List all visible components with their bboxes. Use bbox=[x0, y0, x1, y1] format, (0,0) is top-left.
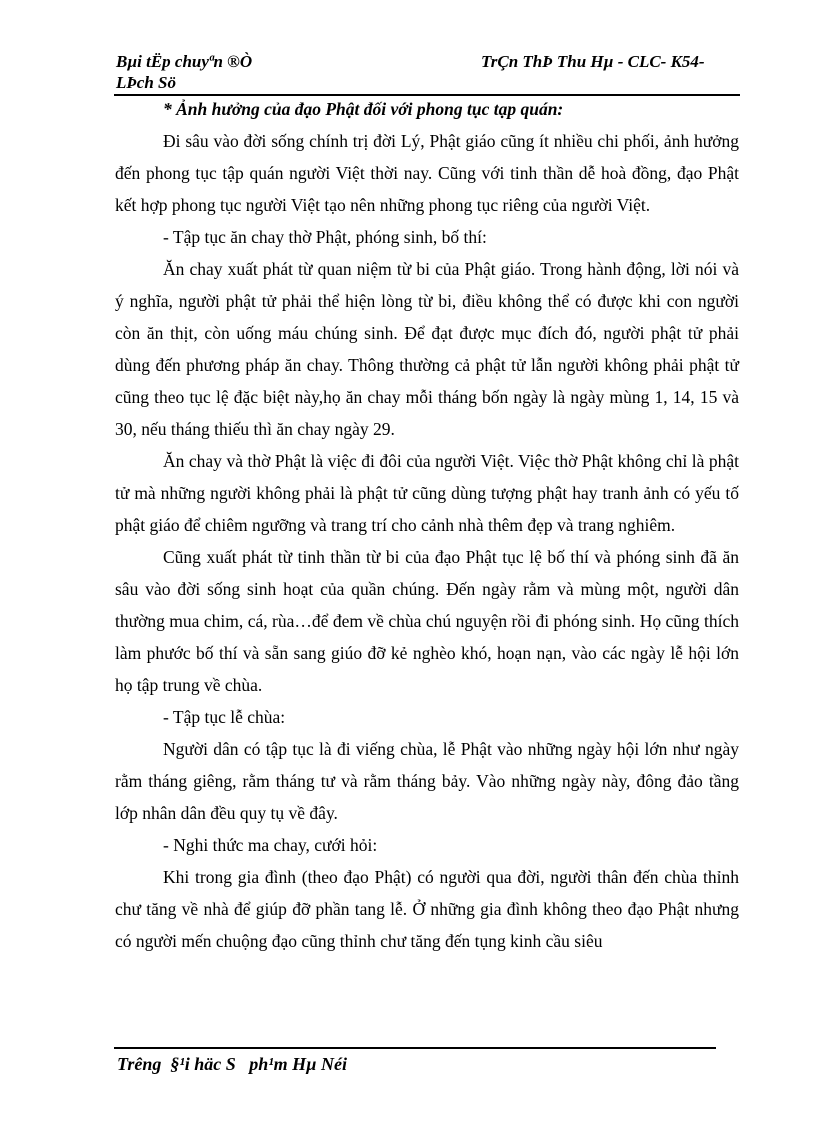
section-title: * Ảnh hưởng của đạo Phật đối với phong tục tạp quán: bbox=[163, 99, 564, 119]
document-body bbox=[115, 93, 739, 957]
paragraph-vegetarian: Ăn chay xuất phát từ quan niệm từ bi của Phật giáo. Trong hành động, lời nói và ý nghĩa, người phật tử phải thể hiện lòng từ bi, điều không thể có được khi con người còn ăn thịt, còn uống máu chúng sinh. Để đạt được mục đích đó, người phật tử phải dùng đến phương pháp ăn chay. Thông thường cả phật tử lẫn người không phải phật tử cũng theo tục lệ đặc biệt này,họ ăn chay mỗi tháng bốn ngày là ngày mùng 1, 14, 15 và 30, nếu tháng thiếu thì ăn chay ngày 29. bbox=[115, 259, 739, 439]
header-left-line1: Bµi tËp chuyªn ®Ò bbox=[116, 52, 253, 71]
header-left bbox=[116, 51, 396, 93]
subheading-ceremony: - Nghi thức ma chay, cưới hỏi: bbox=[163, 835, 378, 855]
footer-text: Trêng §¹i häc S ph¹m Hµ Néi bbox=[117, 1054, 348, 1074]
paragraph-ceremony: Khi trong gia đình (theo đạo Phật) có người qua đời, người thân đến chùa thỉnh chư tăng về nhà để giúp đỡ phần tang lễ. Ở những gia đình không theo đạo Phật nhưng có người mến chuộng đạo cũng thỉnh chư tăng đến tụng kinh cầu siêu bbox=[115, 867, 739, 951]
subheading-vegetarian: - Tập tục ăn chay thờ Phật, phóng sinh, bố thí: bbox=[163, 227, 487, 247]
header-right: TrÇn ThÞ Thu Hµ - CLC- K54- bbox=[481, 52, 705, 71]
header-left-line2: LÞch Sö bbox=[116, 73, 176, 92]
paragraph-intro: Đi sâu vào đời sống chính trị đời Lý, Phật giáo cũng ít nhiều chi phối, ảnh hưởng đến phong tục tập quán người Việt thời nay. Cũng với tinh thần dễ hoà đồng, đạo Phật kết hợp phong tục người Việt tạo nên những phong tục riêng của người Việt. bbox=[115, 131, 739, 215]
paragraph-release: Cũng xuất phát từ tinh thần từ bi của đạo Phật tục lệ bố thí và phóng sinh đã ăn sâu vào đời sống sinh hoạt của quần chúng. Đến ngày rằm và mùng một, người dân thường mua chim, cá, rùa…để đem về chùa chú nguyện rồi đi phóng sinh. Họ cũng thích làm phước bố thí và sẵn sang giúo đỡ kẻ nghèo khó, hoạn nạn, vào các ngày lễ hội lớn họ tập trung về chùa. bbox=[115, 547, 739, 695]
footer-divider bbox=[114, 1047, 716, 1049]
paragraph-pagoda: Người dân có tập tục là đi viếng chùa, lễ Phật vào những ngày hội lớn như ngày rằm tháng giêng, rằm tháng tư và rằm tháng bảy. Vào những ngày này, đông đảo tầng lớp nhân dân đều quy tụ về đây. bbox=[115, 739, 739, 823]
subheading-pagoda: - Tập tục lễ chùa: bbox=[163, 707, 286, 727]
paragraph-worship: Ăn chay và thờ Phật là việc đi đôi của người Việt. Việc thờ Phật không chỉ là phật tử mà những người không phải là phật tử cũng dùng tượng phật hay tranh ảnh có yếu tố phật giáo để chiêm ngưỡng và trang trí cho cảnh nhà thêm đẹp và trang nghiêm. bbox=[115, 451, 739, 535]
